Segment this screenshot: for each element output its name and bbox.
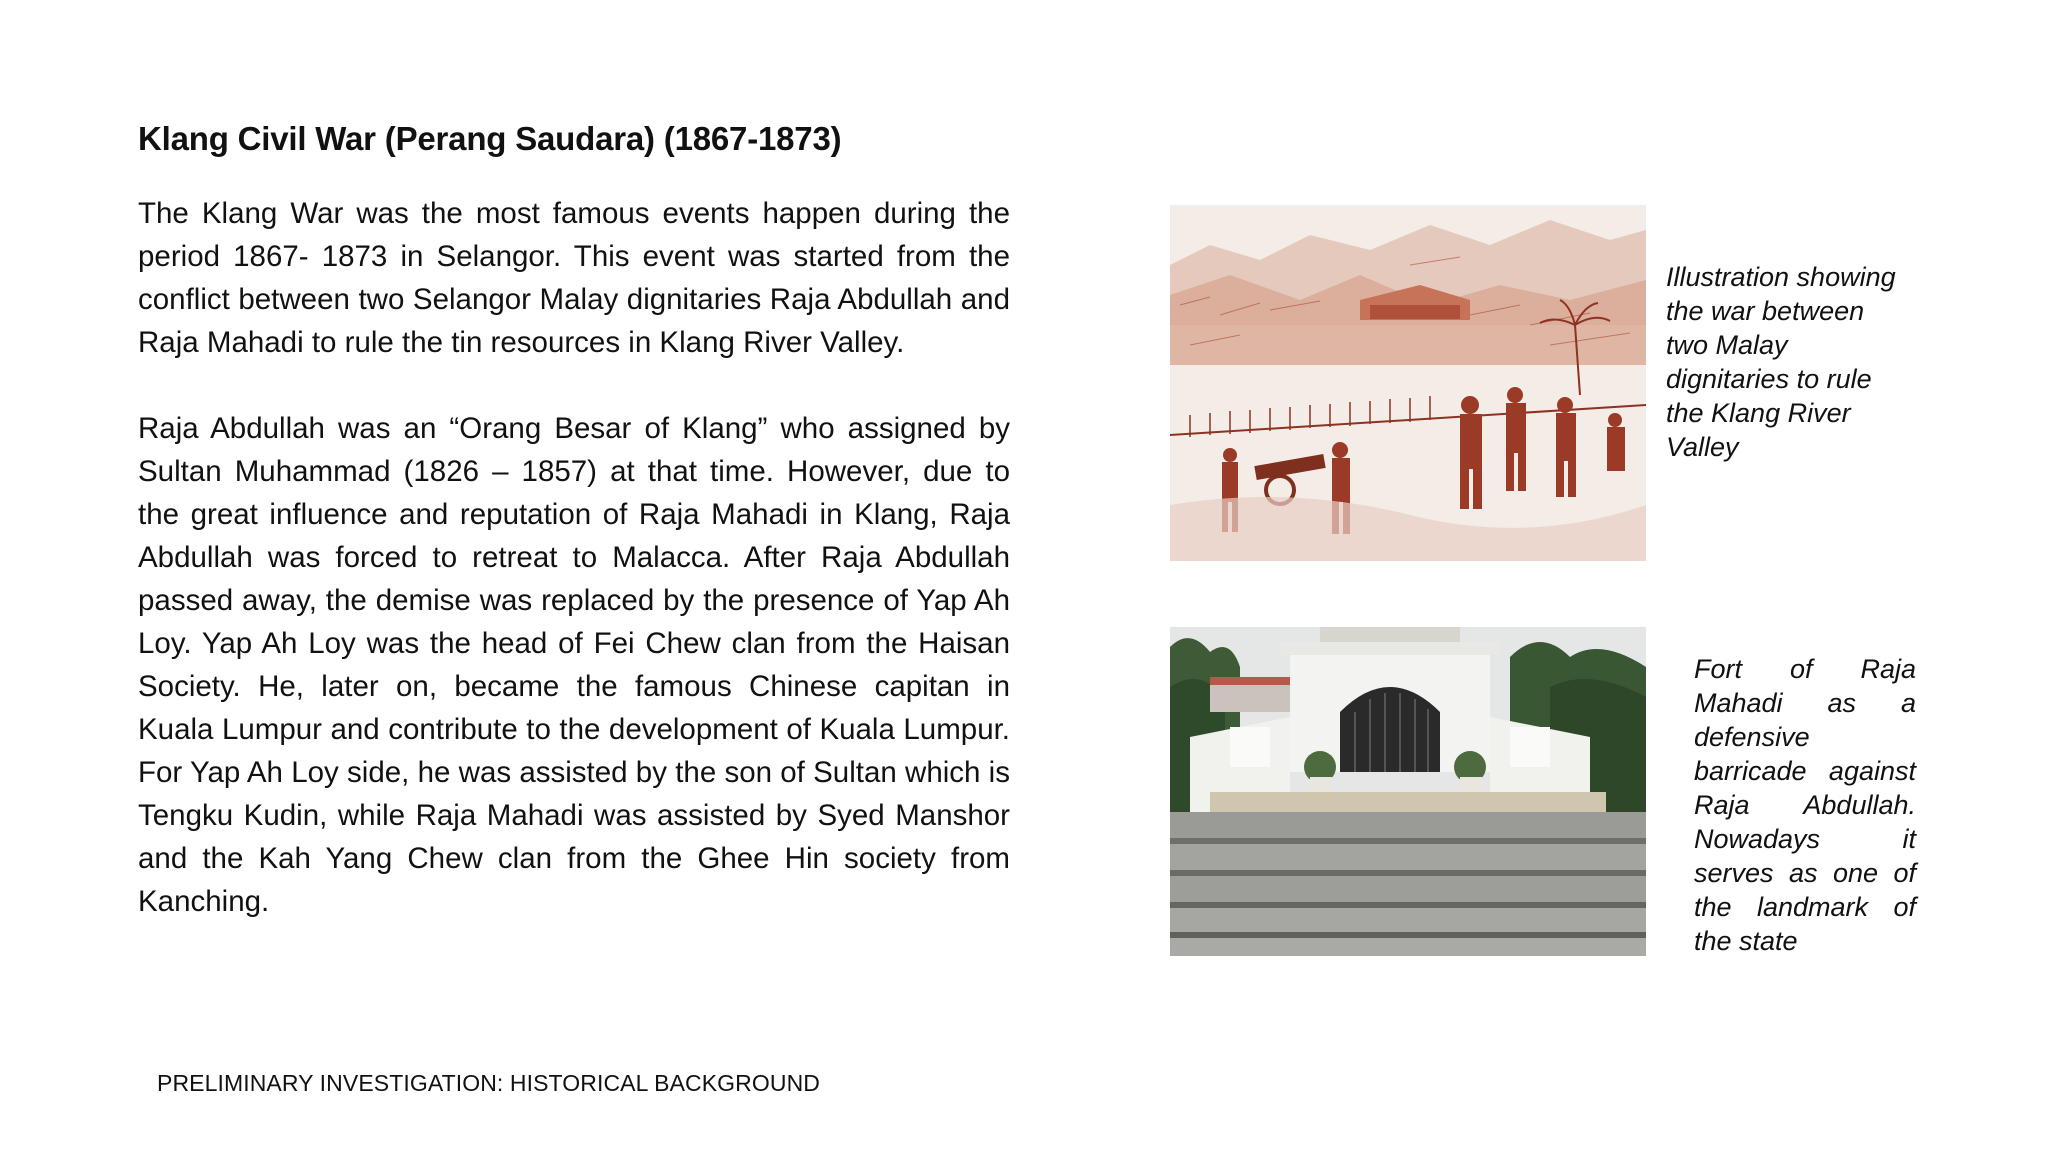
page-footer: PRELIMINARY INVESTIGATION: HISTORICAL BACKGROUND	[157, 1070, 820, 1096]
paragraph-intro: The Klang War was the most famous events happen during the period 1867- 1873 in Selangor. This event was started from the conflict between two Selangor Malay dignitaries Raja Abdullah and Raja Mahadi to rule the tin resources in Klang River Valley.	[138, 197, 1010, 359]
paragraph-details: Raja Abdullah was an “Orang Besar of Klang” who assigned by Sultan Muhammad (1826 – 1857) at that time. However, due to the great influence and reputation of Raja Mahadi in Klang, Raja Abdullah was forced to retreat to Malacca. After Raja Abdullah passed away, the demise was replaced by the presence of Yap Ah Loy. Yap Ah Loy was the head of Fei Chew clan from the Haisan Society. He, later on, became the famous Chinese capitan in Kuala Lumpur and contribute to the development of Kuala Lumpur. For Yap Ah Loy side, he was assisted by the son of Sultan which is Tengku Kudin, while Raja Mahadi was assisted by Syed Manshor and the Kah Yang Chew clan from the Ghee Hin society from Kanching.	[138, 412, 1010, 918]
figure-caption-illustration: Illustration showing the war between two Malay dignitaries to rule the Klang River Valley	[1666, 262, 1896, 462]
body-text	[138, 192, 1010, 923]
fort-photo-image	[1170, 627, 1646, 956]
figure-caption-fort: Fort of Raja Mahadi as a defensive barricade against Raja Abdullah. Nowadays it serves as one of the landmark of the state	[1694, 654, 1916, 956]
war-illustration-image	[1170, 205, 1646, 561]
page-title: Klang Civil War (Perang Saudara) (1867-1873)	[138, 120, 842, 157]
